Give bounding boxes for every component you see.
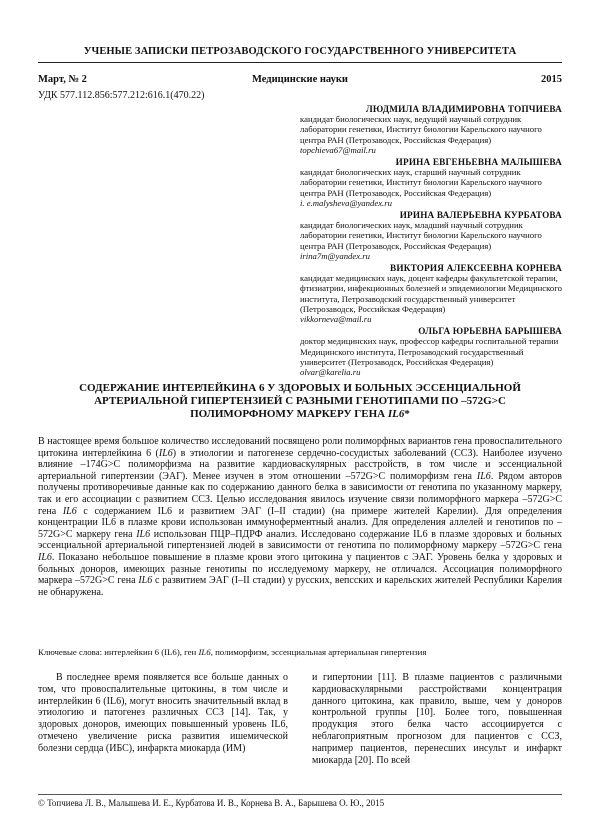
author-name: ИРИНА ЕВГЕНЬЕВНА МАЛЫШЕВА (395, 157, 562, 168)
body-column-left: В последнее время появляется все больше данных о том, что провоспалительные цитокины, в том числе и интерлейкин 6 (IL6), могут вносить значительный вклад в этиологию и патогенез различных ССЗ [14]. Так, у здоровых доноров, имеющих повышенный уровень IL6, отмечено увеличение риска развития ишемической болезни сердца (ИБС), инфаркта миокарда (ИМ) (38, 672, 288, 754)
footer-rule (38, 794, 562, 795)
abstract: В настоящее время большое количество исследований посвящено роли полиморфных вариантов гена провоспалительного цитокина интерлейкина 6 (IL6) в этиологии и патогенезе сердечно-сосудистых заболеваний (ССЗ). Наиболее изучено влияние –174G>C полиморфизма на развитие кардиоваскулярных расстройств, в том числе и эссенциальной артериальной гипертензии (ЭАГ). Менее изучен в этом отношении –572G>C полиморфизм гена IL6. Рядом авторов получены противоречивые данные как по содержанию данного белка в зависимости от генотипа по указанному маркеру, так и его ассоциации с развитием ССЗ. Целью исследования явилось изучение связи полиморфного маркера –572G>C гена IL6 с содержанием IL6 и развитием ЭАГ (I–II стадии) (на примере жителей Карелии). Для определения концентрации IL6 в плазме крови использован иммуноферментный анализ. Для определения аллелей и генотипов по –572G>C маркеру гена IL6 использован ПЦР–ПДРФ анализ. Исследовано содержание IL6 в плазме здоровых и больных эссенциальной артериальной гипертензией людей в зависимости от генотипа по полиморфному маркеру –572G>C гена IL6. Показано небольшое повышение в плазме крови этого цитокина у пациентов с ЭАГ. Уровень белка у здоровых и больных доноров, имеющих разные генотипы по исследуемому маркеру, не отличался. Ассоциация полиморфного маркера –572G>C гена IL6 с развитием ЭАГ (I–II стадии) у русских, вепсских и карельских жителей Республики Карелия не обнаружена. (38, 436, 563, 598)
author-email[interactable]: irina7m@yandex.ru (300, 250, 371, 261)
title-line: АРТЕРИАЛЬНОЙ ГИПЕРТЕНЗИЕЙ С РАЗНЫМИ ГЕНОТИПАМИ ПО –572G>C (94, 395, 506, 407)
section-name: Медицинские науки (252, 74, 348, 85)
header-rule (38, 62, 562, 63)
author-affiliation: кандидат биологических наук, старший научный сотрудник лаборатории генетики, Институт биологии Карельского научного центра РАН (Петрозаводск, Российская Федерация) (300, 167, 542, 198)
author-list (300, 104, 562, 379)
author-email[interactable]: olvar@karelia.ru (300, 367, 361, 378)
article-title (38, 382, 562, 421)
author-block (300, 326, 562, 377)
author-name: ОЛЬГА ЮРЬЕВНА БАРЫШЕВА (418, 326, 562, 337)
author-email[interactable]: topchieva67@mail.ru (300, 144, 376, 155)
author-email[interactable]: i. e.malysheva@yandex.ru (300, 197, 392, 208)
author-affiliation: кандидат биологических наук, младший научный сотрудник лаборатории генетики, Институт биологии Карельского научного центра РАН (Петрозаводск, Российская Федерация) (300, 220, 542, 251)
body-column-right: и гипертонии [11]. В плазме пациентов с различными кардиоваскулярными расстройствами концентрация данного цитокина, как правило, выше, чем у доноров контрольной группы [10]. Более того, повышенная продукция этого белка часто ассоциируется с неблагоприятным прогнозом для пациентов с ССЗ, например пациентов, перенесших инсульт и инфаркт миокарда [20]. По всей (312, 672, 562, 766)
author-block (300, 210, 562, 261)
author-affiliation: доктор медицинских наук, профессор кафедры госпитальной терапии Медицинского института, Петрозаводский государственный университет (Петрозаводск, Российская Федерация) (300, 336, 559, 367)
author-block (300, 157, 562, 208)
title-footnote-mark[interactable]: * (404, 408, 410, 420)
issue-year: 2015 (541, 74, 562, 85)
copyright-footer: © Топчиева Л. В., Малышева И. Е., Курбатова И. В., Корнева В. А., Барышева О. Ю., 2015 (38, 798, 385, 808)
journal-title: УЧЕНЫЕ ЗАПИСКИ ПЕТРОЗАВОДСКОГО ГОСУДАРСТВЕННОГО УНИВЕРСИТЕТА (83, 46, 517, 57)
title-line: СОДЕРЖАНИЕ ИНТЕРЛЕЙКИНА 6 У ЗДОРОВЫХ И БОЛЬНЫХ ЭССЕНЦИАЛЬНОЙ (79, 382, 521, 394)
author-email[interactable]: vikkorneva@mail.ru (300, 314, 372, 325)
title-line (38, 408, 562, 421)
udc-code: УДК 577.112.856:577.212:616.1(470.22) (38, 90, 205, 101)
author-affiliation: кандидат биологических наук, ведущий научный сотрудник лаборатории генетики, Институт биологии Карельского научного центра РАН (Петрозаводск, Российская Федерация) (300, 114, 542, 145)
author-name: ИРИНА ВАЛЕРЬЕВНА КУРБАТОВА (399, 210, 562, 221)
author-name: ЛЮДМИЛА ВЛАДИМИРОВНА ТОПЧИЕВА (365, 104, 562, 114)
author-affiliation: кандидат медицинских наук, доцент кафедры факультетской терапии, фтизиатрии, инфекционных болезней и эпидемиологии Медицинского института, Петрозаводский государственный университет (Петрозаводск, Российская Федерация) (300, 273, 562, 314)
keywords: Ключевые слова: интерлейкин 6 (IL6), ген IL6, полиморфизм, эссенциальная артериальная гипертензия (38, 647, 427, 657)
issue-number: Март, № 2 (38, 74, 87, 85)
author-block (300, 263, 562, 324)
title-gene: IL6 (387, 408, 405, 420)
title-text: ПОЛИМОРФНОМУ МАРКЕРУ ГЕНА (190, 408, 388, 420)
author-name: ВИКТОРИЯ АЛЕКСЕЕВНА КОРНЕВА (390, 263, 562, 274)
author-block (300, 104, 562, 155)
